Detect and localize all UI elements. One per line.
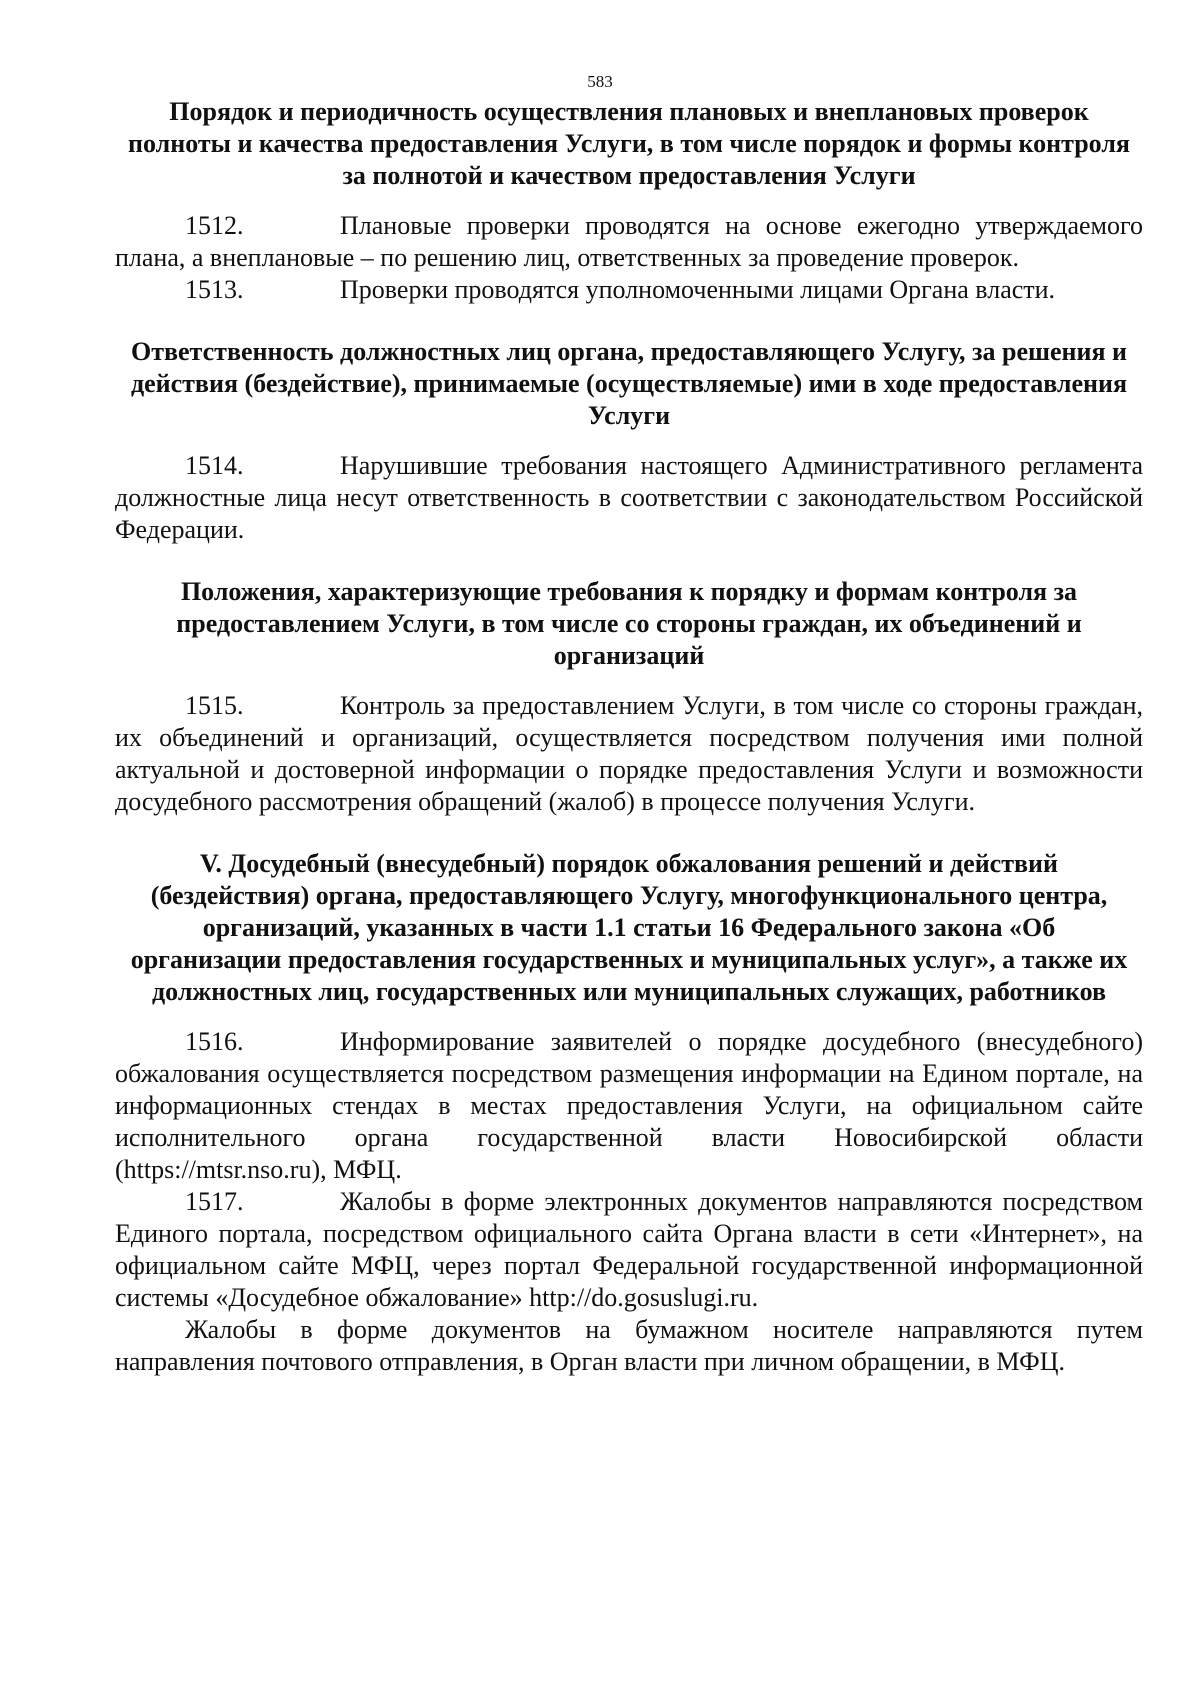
paragraph-text: Контроль за предоставлением Услуги, в том числе со стороны граждан, их объединений и организаций, осуществляется посредством получения ими полной актуальной и достоверной информации о порядке предоставления Услуги и возможности досудебного рассмотрения обращений (жалоб) в процессе получения Услуги. [115,691,1143,816]
section-heading: Порядок и периодичность осуществления плановых и внеплановых проверок полноты и качества предоставления Услуги, в том числе порядок и формы контроля за полнотой и качеством предоставления Услуги [128,97,1130,190]
paragraph-number: 1517. [185,1187,244,1216]
section-heading: V. Досудебный (внесудебный) порядок обжалования решений и действий (бездействия) органа, предоставляющего Услугу, многофункционального центра, организаций, указанных в части 1.1 статьи 16 Федерального закона «Об организации предоставления государственных и муниципальных услуг», а также их должностных лиц, государственных или муниципальных служащих, работников [130,849,1128,1006]
paragraph [115,690,1143,818]
paragraph-text: Нарушившие требования настоящего Административного регламента должностные лица несут ответственность в соответствии с законодательством Российской Федерации. [115,451,1143,544]
paragraph-number: 1513. [185,275,244,304]
page-number: 583 [587,72,613,91]
paragraph-text: Плановые проверки проводятся на основе ежегодно утверждаемого плана, а внеплановые – по решению лиц, ответственных за проведение проверок. [115,211,1143,272]
section-heading: Положения, характеризующие требования к порядку и формам контроля за предоставлением Услуги, в том числе со стороны граждан, их объединений и организаций [176,577,1082,670]
paragraph-text: Проверки проводятся уполномоченными лицами Органа власти. [340,275,1056,304]
section-heading: Ответственность должностных лиц органа, предоставляющего Услугу, за решения и действия (бездействие), принимаемые (осуществляемые) ими в ходе предоставления Услуги [130,337,1128,430]
document-body [115,96,1143,1378]
paragraph [115,1186,1143,1314]
paragraph [115,450,1143,546]
paragraph-number: 1514. [185,451,244,480]
paragraph-text: Жалобы в форме электронных документов направляются посредством Единого портала, посредством официального сайта Органа власти в сети «Интернет», на официальном сайте МФЦ, через портал Федеральной государственной информационной системы «Досудебное обжалование» http://do.gosuslugi.ru. [115,1187,1143,1312]
paragraph-number: 1512. [185,211,244,240]
paragraph-text: Информирование заявителей о порядке досудебного (внесудебного) обжалования осуществляется посредством размещения информации на Едином портале, на информационных стендах в местах предоставления Услуги, на официальном сайте исполнительного органа государственной власти Новосибирской области (https://mtsr.nso.ru), МФЦ. [115,1027,1143,1184]
paragraph-number: 1515. [185,691,244,720]
paragraph-number: 1516. [185,1027,244,1056]
paragraph [115,274,1143,306]
paragraph [115,210,1143,274]
paragraph-unnumbered: Жалобы в форме документов на бумажном носителе направляются путем направления почтового отправления, в Орган власти при личном обращении, в МФЦ. [115,1315,1143,1376]
paragraph [115,1026,1143,1186]
